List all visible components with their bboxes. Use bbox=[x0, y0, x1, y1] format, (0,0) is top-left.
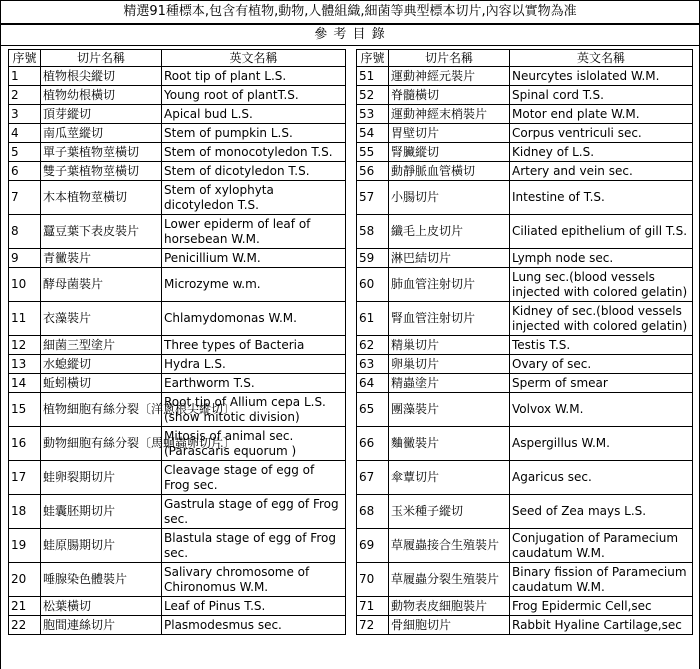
row-chinese-name: 南瓜莖縱切 bbox=[41, 124, 162, 143]
table-row bbox=[9, 143, 346, 162]
row-english-name: Kidney of L.S. bbox=[510, 143, 693, 162]
row-number: 55 bbox=[357, 143, 389, 162]
row-chinese-name: 動靜脈血管橫切 bbox=[389, 162, 510, 181]
row-chinese-name: 腎血管注射切片 bbox=[389, 302, 510, 336]
row-number: 12 bbox=[9, 336, 41, 355]
row-english-name: Corpus ventriculi sec. bbox=[510, 124, 693, 143]
table-row bbox=[9, 374, 346, 393]
column-header-no: 序號 bbox=[357, 50, 389, 67]
row-chinese-name: 木本植物莖橫切 bbox=[41, 181, 162, 215]
column-header-no: 序號 bbox=[9, 50, 41, 67]
row-english-name: Root tip of plant L.S. bbox=[162, 67, 346, 86]
specimen-table-left bbox=[8, 49, 346, 635]
table-row bbox=[357, 181, 693, 215]
table-row bbox=[9, 124, 346, 143]
row-chinese-name: 纖毛上皮切片 bbox=[389, 215, 510, 249]
row-number: 5 bbox=[9, 143, 41, 162]
row-chinese-name: 酵母菌裝片 bbox=[41, 268, 162, 302]
row-number: 72 bbox=[357, 616, 389, 635]
table-row bbox=[9, 355, 346, 374]
row-number: 21 bbox=[9, 597, 41, 616]
row-chinese-name: 運動神經元裝片 bbox=[389, 67, 510, 86]
row-number: 69 bbox=[357, 529, 389, 563]
table-row bbox=[9, 597, 346, 616]
row-number: 17 bbox=[9, 461, 41, 495]
row-chinese-name: 衣藻裝片 bbox=[41, 302, 162, 336]
row-number: 2 bbox=[9, 86, 41, 105]
table-row bbox=[357, 374, 693, 393]
row-chinese-name: 蛙卵裂期切片 bbox=[41, 461, 162, 495]
row-chinese-name: 團藻裝片 bbox=[389, 393, 510, 427]
row-chinese-name: 小腸切片 bbox=[389, 181, 510, 215]
row-chinese-name: 雙子葉植物莖橫切 bbox=[41, 162, 162, 181]
row-english-name: Neurcytes islolated W.M. bbox=[510, 67, 693, 86]
table-row bbox=[9, 215, 346, 249]
row-chinese-name: 松葉橫切 bbox=[41, 597, 162, 616]
row-english-name: Stem of xylophyta dicotyledon T.S. bbox=[162, 181, 346, 215]
table-row bbox=[357, 461, 693, 495]
row-number: 3 bbox=[9, 105, 41, 124]
row-chinese-name: 頂芽縱切 bbox=[41, 105, 162, 124]
row-chinese-name: 唾腺染色體裝片 bbox=[41, 563, 162, 597]
row-chinese-name: 植物幼根橫切 bbox=[41, 86, 162, 105]
row-number: 59 bbox=[357, 249, 389, 268]
row-number: 1 bbox=[9, 67, 41, 86]
row-english-name: Testis T.S. bbox=[510, 336, 693, 355]
row-number: 60 bbox=[357, 268, 389, 302]
table-row bbox=[9, 268, 346, 302]
row-chinese-name: 精蟲塗片 bbox=[389, 374, 510, 393]
row-number: 22 bbox=[9, 616, 41, 635]
row-number: 52 bbox=[357, 86, 389, 105]
row-number: 71 bbox=[357, 597, 389, 616]
table-row bbox=[9, 336, 346, 355]
row-english-name: Penicillium W.M. bbox=[162, 249, 346, 268]
row-english-name: Ovary of sec. bbox=[510, 355, 693, 374]
table-row bbox=[357, 105, 693, 124]
row-number: 70 bbox=[357, 563, 389, 597]
table-row bbox=[9, 86, 346, 105]
row-chinese-name: 青黴裝片 bbox=[41, 249, 162, 268]
table-row bbox=[357, 215, 693, 249]
row-chinese-name: 肺血管注射切片 bbox=[389, 268, 510, 302]
table-row bbox=[357, 143, 693, 162]
row-number: 56 bbox=[357, 162, 389, 181]
row-english-name: Aspergillus W.M. bbox=[510, 427, 693, 461]
column-header-cn: 切片名稱 bbox=[389, 50, 510, 67]
row-number: 10 bbox=[9, 268, 41, 302]
row-chinese-name: 胃壁切片 bbox=[389, 124, 510, 143]
row-english-name: Frog Epidermic Cell,sec bbox=[510, 597, 693, 616]
row-chinese-name: 蠶豆葉下表皮裝片 bbox=[41, 215, 162, 249]
row-english-name: Artery and vein sec. bbox=[510, 162, 693, 181]
row-number: 64 bbox=[357, 374, 389, 393]
row-chinese-name: 玉米種子縱切 bbox=[389, 495, 510, 529]
row-english-name: Chlamydomonas W.M. bbox=[162, 302, 346, 336]
row-english-name: Hydra L.S. bbox=[162, 355, 346, 374]
row-english-name: Ciliated epithelium of gill T.S. bbox=[510, 215, 693, 249]
row-chinese-name: 脊髓橫切 bbox=[389, 86, 510, 105]
row-chinese-name: 蛙原腸期切片 bbox=[41, 529, 162, 563]
table-row bbox=[9, 302, 346, 336]
row-chinese-name: 腎臟縱切 bbox=[389, 143, 510, 162]
table-row bbox=[357, 67, 693, 86]
row-chinese-name: 傘蕈切片 bbox=[389, 461, 510, 495]
row-chinese-name: 細菌三型塗片 bbox=[41, 336, 162, 355]
row-number: 9 bbox=[9, 249, 41, 268]
row-english-name: Spinal cord T.S. bbox=[510, 86, 693, 105]
row-number: 8 bbox=[9, 215, 41, 249]
row-number: 14 bbox=[9, 374, 41, 393]
row-english-name: Salivary chromosome of Chironomus W.M. bbox=[162, 563, 346, 597]
row-chinese-name: 骨細胞切片 bbox=[389, 616, 510, 635]
table-row bbox=[357, 162, 693, 181]
table-row bbox=[357, 427, 693, 461]
table-row bbox=[9, 529, 346, 563]
row-number: 11 bbox=[9, 302, 41, 336]
row-number: 65 bbox=[357, 393, 389, 427]
row-english-name: Lymph node sec. bbox=[510, 249, 693, 268]
specimen-table-right bbox=[356, 49, 693, 635]
row-english-name: Conjugation of Paramecium caudatum W.M. bbox=[510, 529, 693, 563]
row-english-name: Agaricus sec. bbox=[510, 461, 693, 495]
row-english-name: Root tip of Allium cepa L.S. (show mitotic division) bbox=[162, 393, 346, 427]
row-number: 19 bbox=[9, 529, 41, 563]
row-english-name: Plasmodesmus sec. bbox=[162, 616, 346, 635]
row-chinese-name: 草履蟲分裂生殖裝片 bbox=[389, 563, 510, 597]
row-english-name: Stem of monocotyledon T.S. bbox=[162, 143, 346, 162]
table-row bbox=[357, 563, 693, 597]
row-english-name: Kidney of sec.(blood vessels injected with colored gelatin) bbox=[510, 302, 693, 336]
table-row bbox=[9, 495, 346, 529]
table-row bbox=[357, 529, 693, 563]
table-row bbox=[9, 427, 346, 461]
table-row bbox=[9, 563, 346, 597]
table-row bbox=[9, 249, 346, 268]
row-number: 4 bbox=[9, 124, 41, 143]
row-english-name: Stem of dicotyledon T.S. bbox=[162, 162, 346, 181]
table-row bbox=[357, 336, 693, 355]
column-header-en: 英文名稱 bbox=[510, 50, 693, 67]
table-row bbox=[9, 67, 346, 86]
page-title: 精選91種標本,包含有植物,動物,人體組織,細菌等典型標本切片,內容以實物為准 bbox=[0, 0, 700, 24]
table-row bbox=[357, 268, 693, 302]
row-number: 66 bbox=[357, 427, 389, 461]
row-chinese-name: 草履蟲接合生殖裝片 bbox=[389, 529, 510, 563]
row-english-name: Earthworm T.S. bbox=[162, 374, 346, 393]
row-english-name: Volvox W.M. bbox=[510, 393, 693, 427]
table-row bbox=[9, 181, 346, 215]
row-english-name: Apical bud L.S. bbox=[162, 105, 346, 124]
row-chinese-name: 蚯蚓橫切 bbox=[41, 374, 162, 393]
row-english-name: Gastrula stage of egg of Frog sec. bbox=[162, 495, 346, 529]
row-english-name: Seed of Zea mays L.S. bbox=[510, 495, 693, 529]
row-chinese-name: 運動神經末梢裝片 bbox=[389, 105, 510, 124]
row-chinese-name: 精巢切片 bbox=[389, 336, 510, 355]
row-chinese-name: 麯黴裝片 bbox=[389, 427, 510, 461]
row-chinese-name: 淋巴結切片 bbox=[389, 249, 510, 268]
row-number: 58 bbox=[357, 215, 389, 249]
row-chinese-name: 卵巢切片 bbox=[389, 355, 510, 374]
row-chinese-name: 動物細胞有絲分裂〔馬蛔蟲卵切片〕 bbox=[41, 427, 162, 461]
row-chinese-name: 胞間連絲切片 bbox=[41, 616, 162, 635]
row-number: 62 bbox=[357, 336, 389, 355]
row-english-name: Sperm of smear bbox=[510, 374, 693, 393]
table-row bbox=[357, 597, 693, 616]
row-number: 63 bbox=[357, 355, 389, 374]
table-row bbox=[9, 461, 346, 495]
row-number: 57 bbox=[357, 181, 389, 215]
row-chinese-name: 動物表皮細胞裝片 bbox=[389, 597, 510, 616]
row-english-name: Mitosis of animal sec. (Parascaris equorum ) bbox=[162, 427, 346, 461]
row-english-name: Binary fission of Paramecium caudatum W.M. bbox=[510, 563, 693, 597]
table-header-row bbox=[357, 50, 693, 67]
row-chinese-name: 單子葉植物莖橫切 bbox=[41, 143, 162, 162]
page-subtitle: 參 考 目 錄 bbox=[0, 24, 700, 46]
row-english-name: Intestine of T.S. bbox=[510, 181, 693, 215]
column-header-en: 英文名稱 bbox=[162, 50, 346, 67]
row-number: 16 bbox=[9, 427, 41, 461]
table-row bbox=[357, 616, 693, 635]
row-english-name: Lung sec.(blood vessels injected with colored gelatin) bbox=[510, 268, 693, 302]
row-english-name: Stem of pumpkin L.S. bbox=[162, 124, 346, 143]
row-english-name: Cleavage stage of egg of Frog sec. bbox=[162, 461, 346, 495]
table-row bbox=[9, 393, 346, 427]
row-english-name: Leaf of Pinus T.S. bbox=[162, 597, 346, 616]
table-row bbox=[357, 302, 693, 336]
row-number: 53 bbox=[357, 105, 389, 124]
table-row bbox=[357, 495, 693, 529]
row-english-name: Rabbit Hyaline Cartilage,sec bbox=[510, 616, 693, 635]
row-number: 18 bbox=[9, 495, 41, 529]
row-number: 61 bbox=[357, 302, 389, 336]
table-row bbox=[357, 393, 693, 427]
row-number: 15 bbox=[9, 393, 41, 427]
row-chinese-name: 蛙囊胚期切片 bbox=[41, 495, 162, 529]
row-chinese-name: 植物細胞有絲分裂〔洋蔥根尖縱切〕 bbox=[41, 393, 162, 427]
table-row bbox=[9, 105, 346, 124]
row-number: 67 bbox=[357, 461, 389, 495]
table-row bbox=[357, 124, 693, 143]
row-chinese-name: 水螅縱切 bbox=[41, 355, 162, 374]
row-number: 13 bbox=[9, 355, 41, 374]
row-english-name: Three types of Bacteria bbox=[162, 336, 346, 355]
row-number: 68 bbox=[357, 495, 389, 529]
table-row bbox=[357, 86, 693, 105]
row-number: 54 bbox=[357, 124, 389, 143]
row-english-name: Motor end plate W.M. bbox=[510, 105, 693, 124]
row-number: 20 bbox=[9, 563, 41, 597]
table-row bbox=[357, 355, 693, 374]
table-row bbox=[9, 616, 346, 635]
row-number: 7 bbox=[9, 181, 41, 215]
row-chinese-name: 植物根尖縱切 bbox=[41, 67, 162, 86]
row-number: 6 bbox=[9, 162, 41, 181]
row-english-name: Microzyme w.m. bbox=[162, 268, 346, 302]
table-row bbox=[357, 249, 693, 268]
table-row bbox=[9, 162, 346, 181]
row-english-name: Blastula stage of egg of Frog sec. bbox=[162, 529, 346, 563]
row-number: 51 bbox=[357, 67, 389, 86]
row-english-name: Lower epiderm of leaf of horsebean W.M. bbox=[162, 215, 346, 249]
row-english-name: Young root of plantT.S. bbox=[162, 86, 346, 105]
table-header-row bbox=[9, 50, 346, 67]
column-header-cn: 切片名稱 bbox=[41, 50, 162, 67]
